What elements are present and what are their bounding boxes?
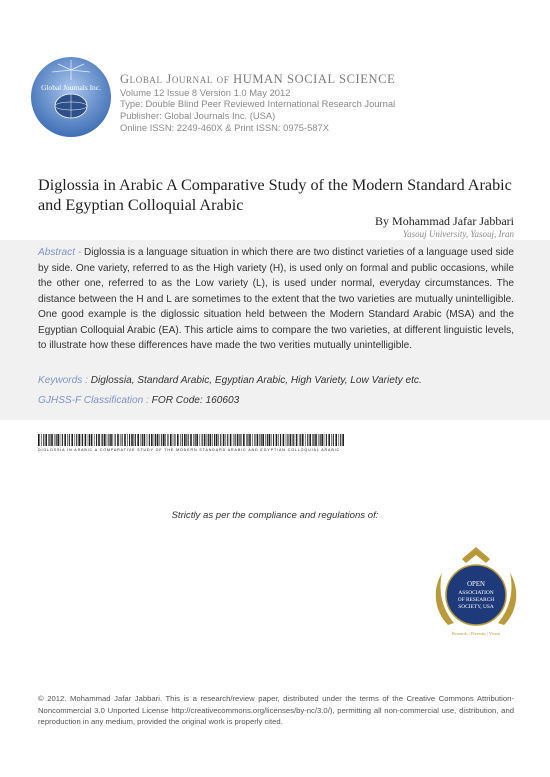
barcode-bar: [321, 434, 323, 446]
barcode-bar: [124, 434, 126, 446]
barcode-bar: [237, 434, 239, 446]
barcode-bar: [335, 434, 337, 446]
barcode-bar: [204, 434, 206, 446]
barcode-bar: [315, 434, 317, 446]
barcode-bar: [154, 434, 155, 446]
barcode-bar: [320, 434, 321, 446]
barcode-bar: [342, 434, 344, 446]
barcode-bar: [218, 434, 219, 446]
barcode-bar: [135, 434, 136, 446]
barcode-bar: [173, 434, 174, 446]
barcode-bar: [190, 434, 192, 446]
barcode-bar: [296, 434, 298, 446]
barcode-bar: [88, 434, 89, 446]
barcode-bar: [64, 434, 66, 446]
barcode-bar: [287, 434, 288, 446]
barcode-bar: [108, 434, 109, 446]
barcode-bar: [233, 434, 234, 446]
author-name: By Mohammad Jafar Jabbari: [375, 214, 514, 228]
barcode-bar: [230, 434, 232, 446]
barcode-bar: [155, 434, 156, 446]
barcode-bar: [180, 434, 181, 446]
barcode-bar: [328, 434, 330, 446]
barcode-bar: [210, 434, 212, 446]
barcode-bar: [45, 434, 47, 446]
barcode-bar: [200, 434, 201, 446]
barcode-bar: [283, 434, 285, 446]
barcode-text: DIGLOSSIA IN ARABIC A COMPARATIVE STUDY OF THE MODERN STANDARD ARABIC AND EGYPTIAN COLLOQUIAL ARABIC: [38, 448, 341, 452]
barcode-bar: [160, 434, 161, 446]
license-footer: © 2012. Mohammad Jafar Jabbari. This is a research/review paper, distributed under the terms of the Creative Commons Attribution-Noncommercial 3.0 Unported License http://creativecommons.org/licenses/by-nc/3.0/), permitting all non-commercial use, distribution, and reproduction in any medium, provided the original work is properly cited.: [38, 694, 514, 726]
barcode-bar: [62, 434, 63, 446]
barcode-bar: [38, 434, 40, 446]
compliance-text: Strictly as per the compliance and regulations of:: [171, 510, 379, 521]
global-journals-logo: [30, 56, 112, 138]
seal-line-3: OF RESEARCH: [457, 597, 495, 603]
barcode-bar: [276, 434, 278, 446]
barcode-bar: [326, 434, 327, 446]
barcode-bar: [177, 434, 179, 446]
barcode: [38, 434, 344, 446]
classification-label: GJHSS-F Classification :: [38, 395, 149, 406]
barcode-bar: [193, 434, 194, 446]
logo-text: Global Journals Inc.: [41, 83, 101, 92]
barcode-bar: [69, 434, 70, 446]
barcode-bar: [71, 434, 73, 446]
barcode-bar: [142, 434, 143, 446]
seal-line-1: OPEN: [467, 581, 485, 588]
barcode-bar: [290, 434, 292, 446]
barcode-bar: [269, 434, 271, 446]
barcode-bar: [252, 434, 253, 446]
barcode-bar: [262, 434, 264, 446]
barcode-bar: [57, 434, 59, 446]
seal-line-4: SOCIETY, USA: [458, 604, 494, 610]
barcode-bar: [196, 434, 198, 446]
barcode-bar: [122, 434, 123, 446]
barcode-bar: [144, 434, 146, 446]
keywords: [38, 375, 514, 386]
barcode-bar: [331, 434, 332, 446]
keywords-label: Keywords :: [38, 375, 88, 386]
seal-motto: Research | Diversity | Vision: [452, 631, 500, 636]
barcode-bar: [147, 434, 148, 446]
barcode-bar: [89, 434, 90, 446]
barcode-bar: [157, 434, 159, 446]
issn-line: Online ISSN: 2249-460X & Print ISSN: 0975-587X: [120, 122, 329, 133]
barcode-bar: [265, 434, 266, 446]
barcode-bar: [278, 434, 279, 446]
barcode-bar: [113, 434, 114, 446]
barcode-bar: [98, 434, 100, 446]
barcode-bar: [227, 434, 228, 446]
barcode-bar: [246, 434, 247, 446]
publisher-line: Publisher: Global Journals Inc. (USA): [120, 110, 276, 121]
open-association-seal: [426, 543, 526, 643]
barcode-bar: [54, 434, 55, 446]
barcode-bar: [188, 434, 189, 446]
keywords-text: Diglossia, Standard Arabic, Egyptian Arabic, High Variety, Low Variety etc.: [87, 375, 422, 386]
barcode-bar: [312, 434, 313, 446]
barcode-bar: [223, 434, 225, 446]
barcode-bar: [75, 434, 76, 446]
barcode-bar: [267, 434, 268, 446]
abstract: [38, 245, 514, 354]
barcode-bar: [324, 434, 325, 446]
barcode-bar: [76, 434, 77, 446]
barcode-bar: [131, 434, 133, 446]
seal-line-2: ASSOCIATION: [458, 590, 494, 596]
barcode-bar: [184, 434, 186, 446]
barcode-bar: [101, 434, 102, 446]
barcode-bar: [202, 434, 203, 446]
barcode-bar: [170, 434, 172, 446]
barcode-bar: [67, 434, 68, 446]
barcode-bar: [104, 434, 106, 446]
barcode-bar: [129, 434, 130, 446]
classification-text: FOR Code: 160603: [148, 395, 240, 406]
barcode-bar: [94, 434, 95, 446]
barcode-bar: [137, 434, 139, 446]
abstract-text: Diglossia is a language situation in which there are two distinct varieties of a language used side by side. One variety, referred to as the High variety (H), is used only on formal and public occasions, while the other one, referred to as the Low variety (L), is used under normal, everyday circumstances. The distance between the H and L are sometimes to the extent that the two varieties are mutually unintelligible. One good example is the diglossic situation held between the Modern Standard Arabic (MSA) and the Egyptian Colloquial Arabic (EA). This article aims to compare the two varieties, at different linguistic levels, to illustrate how these differences have made the two verities mutually unintelligible.: [38, 247, 514, 351]
barcode-bar: [110, 434, 112, 446]
barcode-bar: [249, 434, 251, 446]
barcode-bar: [333, 434, 334, 446]
article-title: Diglossia in Arabic A Comparative Study of the Modern Standard Arabic and Egyptian Colloquial Arabic: [38, 176, 512, 214]
author-affiliation: Yasouj University, Yasouj, Iran: [402, 229, 514, 239]
volume-line: Volume 12 Issue 8 Version 1.0 May 2012: [120, 87, 291, 98]
barcode-bar: [43, 434, 44, 446]
barcode-bar: [182, 434, 183, 446]
barcode-bar: [208, 434, 209, 446]
barcode-bar: [82, 434, 83, 446]
barcode-bar: [220, 434, 221, 446]
barcode-bar: [141, 434, 142, 446]
barcode-bar: [293, 434, 294, 446]
barcode-bar: [186, 434, 187, 446]
barcode-bar: [161, 434, 162, 446]
barcode-bar: [81, 434, 82, 446]
barcode-bar: [340, 434, 341, 446]
barcode-bar: [127, 434, 128, 446]
barcode-bar: [313, 434, 314, 446]
barcode-bar: [280, 434, 281, 446]
barcode-bar: [247, 434, 248, 446]
journal-name: Global Journal of HUMAN SOCIAL SCIENCE: [120, 72, 396, 86]
abstract-label: Abstract -: [38, 247, 82, 258]
barcode-bar: [271, 434, 272, 446]
barcode-bar: [286, 434, 287, 446]
barcode-bar: [207, 434, 208, 446]
barcode-bar: [117, 434, 119, 446]
barcode-bar: [307, 434, 308, 446]
barcode-bar: [85, 434, 87, 446]
barcode-bar: [107, 434, 108, 446]
barcode-bar: [318, 434, 319, 446]
barcode-bar: [56, 434, 57, 446]
barcode-bar: [235, 434, 236, 446]
barcode-bar: [226, 434, 227, 446]
barcode-bar: [239, 434, 240, 446]
barcode-bar: [174, 434, 175, 446]
barcode-bar: [214, 434, 215, 446]
type-line: Type: Double Blind Peer Reviewed International Research Journal: [120, 98, 396, 109]
barcode-bar: [165, 434, 166, 446]
barcode-bar: [60, 434, 61, 446]
barcode-bar: [259, 434, 260, 446]
barcode-bar: [134, 434, 135, 446]
barcode-bar: [91, 434, 93, 446]
barcode-bar: [273, 434, 274, 446]
barcode-bar: [257, 434, 259, 446]
barcode-bar: [41, 434, 42, 446]
barcode-bar: [240, 434, 241, 446]
barcode-bar: [254, 434, 255, 446]
barcode-bar: [149, 434, 150, 446]
barcode-bar: [51, 434, 53, 446]
barcode-bar: [216, 434, 218, 446]
barcode-bar: [48, 434, 49, 446]
barcode-bar: [302, 434, 304, 446]
barcode-bar: [212, 434, 213, 446]
barcode-bar: [243, 434, 245, 446]
barcode-bar: [151, 434, 153, 446]
barcode-bar: [78, 434, 80, 446]
barcode-bar: [305, 434, 306, 446]
barcode-bar: [49, 434, 50, 446]
barcode-bar: [339, 434, 340, 446]
barcode-bar: [163, 434, 165, 446]
barcode-bar: [102, 434, 103, 446]
barcode-bar: [195, 434, 196, 446]
barcode-bar: [299, 434, 300, 446]
barcode-bar: [96, 434, 97, 446]
barcode-bar: [115, 434, 116, 446]
barcode-bar: [309, 434, 311, 446]
barcode-bar: [120, 434, 121, 446]
barcode-bar: [292, 434, 293, 446]
classification: [38, 395, 514, 406]
barcode-bar: [261, 434, 262, 446]
barcode-bar: [300, 434, 301, 446]
barcode-bar: [167, 434, 168, 446]
